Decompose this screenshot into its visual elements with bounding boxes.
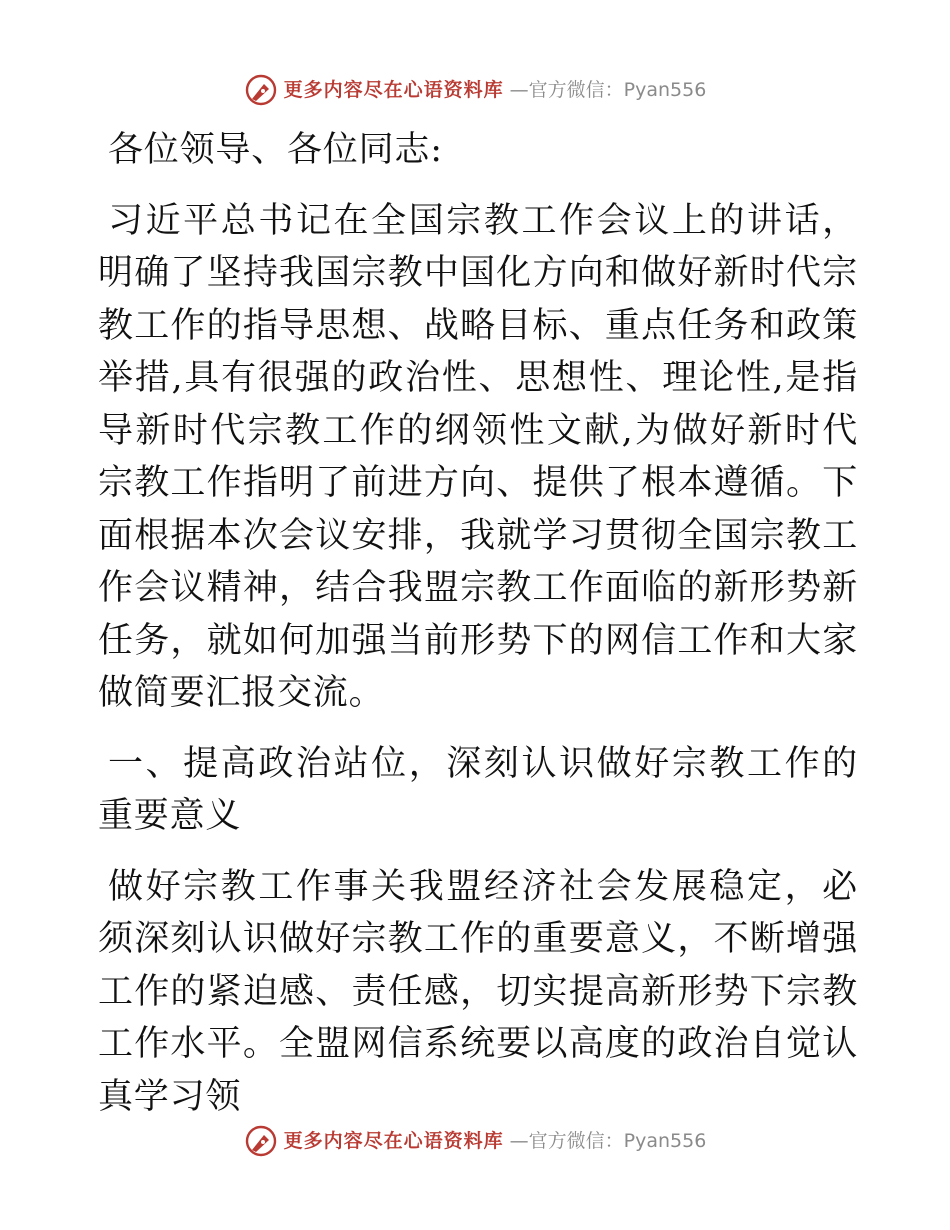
watermark-secondary-text: —官方微信：Pyan556 (509, 79, 707, 101)
watermark-secondary-text: —官方微信：Pyan556 (509, 1130, 707, 1152)
header-watermark (0, 72, 950, 108)
document-body (98, 124, 858, 1123)
paragraph-section-1: 做好宗教工作事关我盟经济社会发展稳定，必须深刻认识做好宗教工作的重要意义，不断增强工作的紧迫感、责任感，切实提高新形势下宗教工作水平。全盟网信系统要以高度的政治自觉认真学习领 (98, 866, 858, 1117)
section-heading-1: 一、提高政治站位，深刻认识做好宗教工作的重要意义 (98, 743, 858, 836)
paragraph-intro: 习近平总书记在全国宗教工作会议上的讲话，明确了坚持我国宗教中国化方向和做好新时代宗教工作的指导思想、战略目标、重点任务和政策举措,具有很强的政治性、思想性、理论性,是指导新时代宗教工作的纲领性文献,为做好新时代宗教工作指明了前进方向、提供了根本遵循。下面根据本次会议安排，我就学习贯彻全国宗教工作会议精神，结合我盟宗教工作面临的新形势新任务，就如何加强当前形势下的网信工作和大家做简要汇报交流。 (98, 200, 858, 713)
watermark-primary-text: 更多内容尽在心语资料库 (283, 1130, 504, 1152)
watermark-primary-text: 更多内容尽在心语资料库 (283, 79, 504, 101)
pen-nib-logo-icon (244, 1124, 278, 1158)
greeting: 各位领导、各位同志: (108, 130, 443, 170)
pen-nib-logo-icon (244, 73, 278, 107)
footer-watermark (0, 1123, 950, 1159)
